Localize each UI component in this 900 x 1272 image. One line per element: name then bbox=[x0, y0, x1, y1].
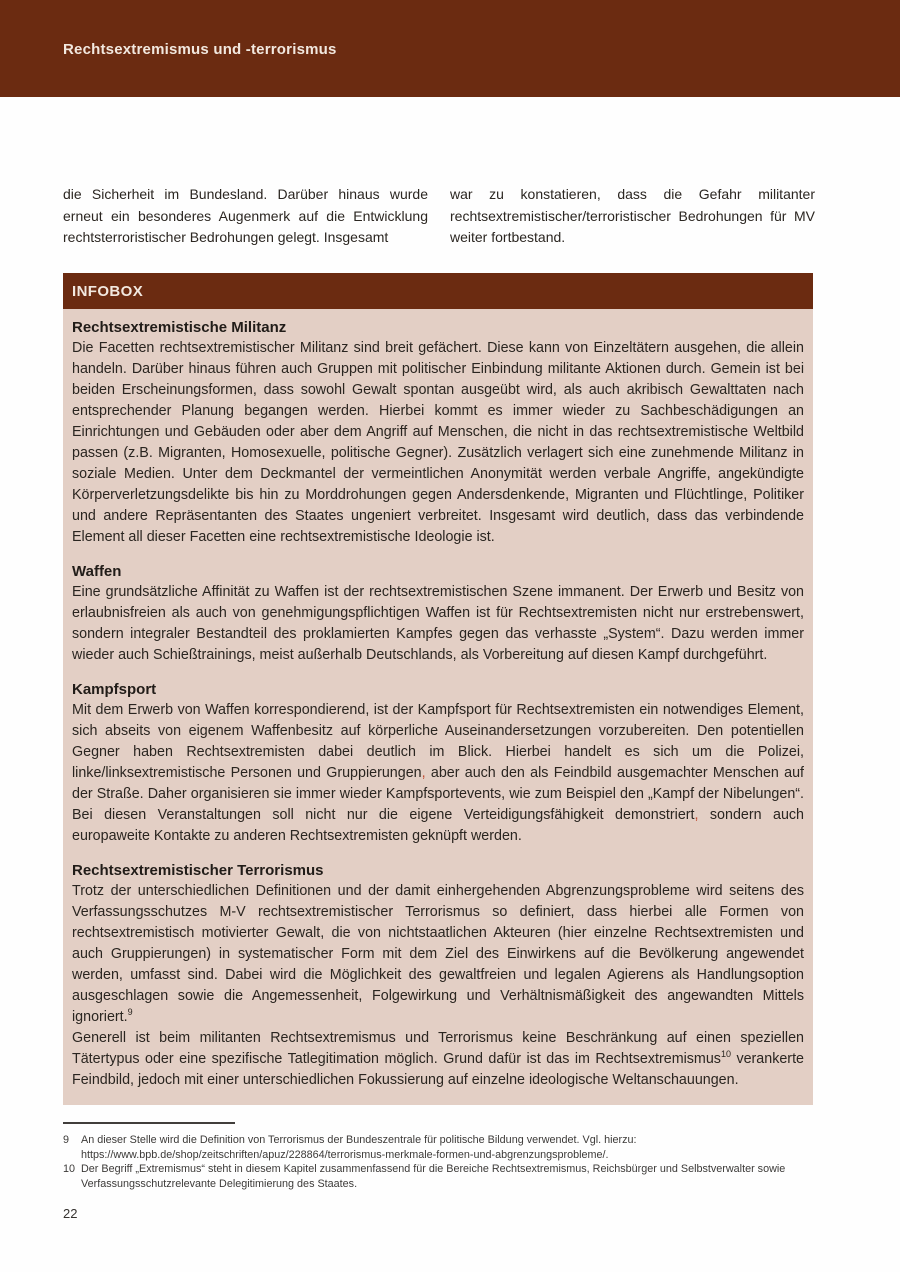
infobox bbox=[63, 273, 813, 1105]
text-segment: Trotz der unterschiedlichen Definitionen und der damit einhergehenden Abgrenzungsprobleme wird seitens des Verfassungsschutzes M-V rechtsextremistischer Terrorismus so definiert, dass hierbei alle Formen von rechtsextremistisch motivierter Gewalt, die von nichtstaatlichen Akteuren (hier einzelne Rechtsextremisten und auch Gruppierungen) in systematischer Form mit dem Ziel des Einwirkens auf die Bevölkerung angewendet werden, umfasst sind. Dabei wird die Möglichkeit des gewaltfreien und legalen Agierens als Handlungsoption ausgeschlagen sowie die Angemessenheit, Folgewirkung und Verhältnismäßigkeit des angewandten Mittels ignoriert. bbox=[72, 883, 804, 1025]
text-segment: Die Facetten rechtsextremistischer Militanz sind breit gefächert. Diese kann von Einzeltätern ausgehen, die allein handeln. Darüber hinaus führen auch Gruppen mit politischer Einbindung militante Aktionen durch. Gemein ist bei beiden Erscheinungsformen, dass sowohl Gewalt spontan ausgeübt wird, als auch akribisch Gewalttaten nach entsprechender Planung begangen werden. Hierbei kommt es immer wieder zu Sachbeschädigungen an Einrichtungen und Gebäuden oder aber dem Angriff auf Menschen, die nicht in das rechtsextremistische Weltbild passen (z.B. Migranten, Homosexuelle, politische Gegner). Zusätzlich verlagert sich eine zunehmende Militanz in soziale Medien. Unter dem Deckmantel der vermeintlichen Anonymität werden verbale Angriffe, angekündigte Körperverletzungsdelikte bis hin zu Morddrohungen gegen Andersdenkende, Migranten und Flüchtlinge, Politiker und andere Repräsentanten des Staates ungeniert verbreitet. Insgesamt wird deutlich, dass das verbindende Element all dieser Facetten eine rechtsextremistische Ideologie ist. bbox=[72, 340, 804, 545]
infobox-section bbox=[72, 679, 804, 847]
infobox-section-heading: Rechtsextremistischer Terrorismus bbox=[72, 862, 324, 879]
infobox-body bbox=[63, 309, 813, 1105]
infobox-section-heading: Rechtsextremistische Militanz bbox=[72, 319, 287, 336]
text-segment: sondern auch europaweite Kontakte zu anderen Rechtsextremisten geknüpft werden. bbox=[72, 807, 804, 844]
footnote-marker: 9 bbox=[63, 1134, 70, 1146]
intro-paragraph bbox=[63, 184, 815, 249]
text-segment: aber auch den als Feindbild ausgemachter Menschen auf der Straße. Daher organisieren sie immer wieder Kampfsportevents, wie zum Beispiel den „Kampf der Nibelungen“. Bei diesen Veranstaltungen soll nicht nur die eigene Verteidigungsfähigkeit demonstriert bbox=[72, 765, 804, 823]
footnote-marker: 10 bbox=[63, 1163, 76, 1175]
infobox-section bbox=[72, 860, 804, 1091]
intro-column-left: die Sicherheit im Bundesland. Darüber hinaus wurde erneut ein besonderes Augenmerk auf die Entwicklung rechtsterroristischer Bedrohungen gelegt. Insgesamt bbox=[63, 186, 428, 245]
infobox-section bbox=[72, 561, 804, 666]
footnote-text: An dieser Stelle wird die Definition von Terrorismus der Bundeszentrale für politische Bildung verwendet. Vgl. hierzu: https://www.bpb.de/shop/zeitschriften/apuz/228864/terrorismus-merkmale-formen-und-abgrenzungsprobleme/. bbox=[81, 1134, 637, 1161]
footnotes bbox=[63, 1122, 815, 1191]
footnote-row bbox=[63, 1162, 815, 1191]
infobox-paragraph bbox=[72, 1028, 804, 1091]
page-header-bar bbox=[0, 0, 900, 97]
footnote-list bbox=[63, 1133, 815, 1191]
footnote-row bbox=[63, 1133, 815, 1162]
infobox-section-heading: Waffen bbox=[72, 563, 122, 580]
text-segment: verankerte Feindbild, jedoch mit einer unterschiedlichen Fokussierung auf einzelne ideologische Weltanschauungen. bbox=[72, 1051, 804, 1088]
infobox-label: INFOBOX bbox=[72, 282, 144, 300]
text-segment: Generell ist beim militanten Rechtsextremismus und Terrorismus keine Beschränkung auf einen speziellen Tätertypus oder eine spezifische Tatlegitimation möglich. Grund dafür ist das im Rechtsextremismus bbox=[72, 1030, 804, 1067]
infobox-paragraph bbox=[72, 700, 804, 847]
text-segment: Eine grundsätzliche Affinität zu Waffen ist der rechtsextremistischen Szene immanent. Der Erwerb und Besitz von erlaubnisfreien als auch von genehmigungspflichtigen Waffen ist für Rechtsextremisten nicht nur erstrebenswert, sondern integraler Bestandteil des proklamierten Kampfes gegen das verhasste „System“. Dazu werden immer wieder auch Schießtrainings, meist außerhalb Deutschlands, als Vorbereitung auf diesen Kampf durchgeführt. bbox=[72, 584, 804, 663]
footnote-text: Der Begriff „Extremismus“ steht in diesem Kapitel zusammenfassend für die Bereiche Rechtsextremismus, Reichsbürger und Selbstverwalter sowie Verfassungsschutzrelevante Delegitimierung des Staates. bbox=[81, 1163, 786, 1190]
page-number: 22 bbox=[63, 1206, 78, 1221]
infobox-section-heading: Kampfsport bbox=[72, 681, 157, 698]
footnote-reference: 10 bbox=[720, 1049, 731, 1060]
text-segment: , bbox=[694, 807, 699, 823]
infobox-paragraph bbox=[72, 582, 804, 666]
infobox-paragraph bbox=[72, 338, 804, 548]
footnote-divider bbox=[63, 1122, 235, 1124]
footnote-reference: 9 bbox=[127, 1007, 133, 1018]
intro-column-right: war zu konstatieren, dass die Gefahr militanter rechtsextremistischer/terroristischer Bedrohungen für MV weiter fortbestand. bbox=[450, 186, 815, 245]
infobox-section bbox=[72, 317, 804, 548]
infobox-header-bar bbox=[63, 273, 813, 309]
page-header-title: Rechtsextremismus und -terrorismus bbox=[63, 41, 337, 58]
infobox-paragraph bbox=[72, 881, 804, 1028]
text-segment: Mit dem Erwerb von Waffen korrespondierend, ist der Kampfsport für Rechtsextremisten ein notwendiges Element, sich abseits von eigenem Waffenbesitz auf körperliche Auseinandersetzungen vorzubereiten. Den potentiellen Gegner haben Rechtsextremisten dabei deutlich im Blick. Hierbei handelt es sich um die Polizei, linke/linksextremistische Personen und Gruppierungen bbox=[72, 702, 804, 781]
text-segment: , bbox=[421, 765, 426, 781]
